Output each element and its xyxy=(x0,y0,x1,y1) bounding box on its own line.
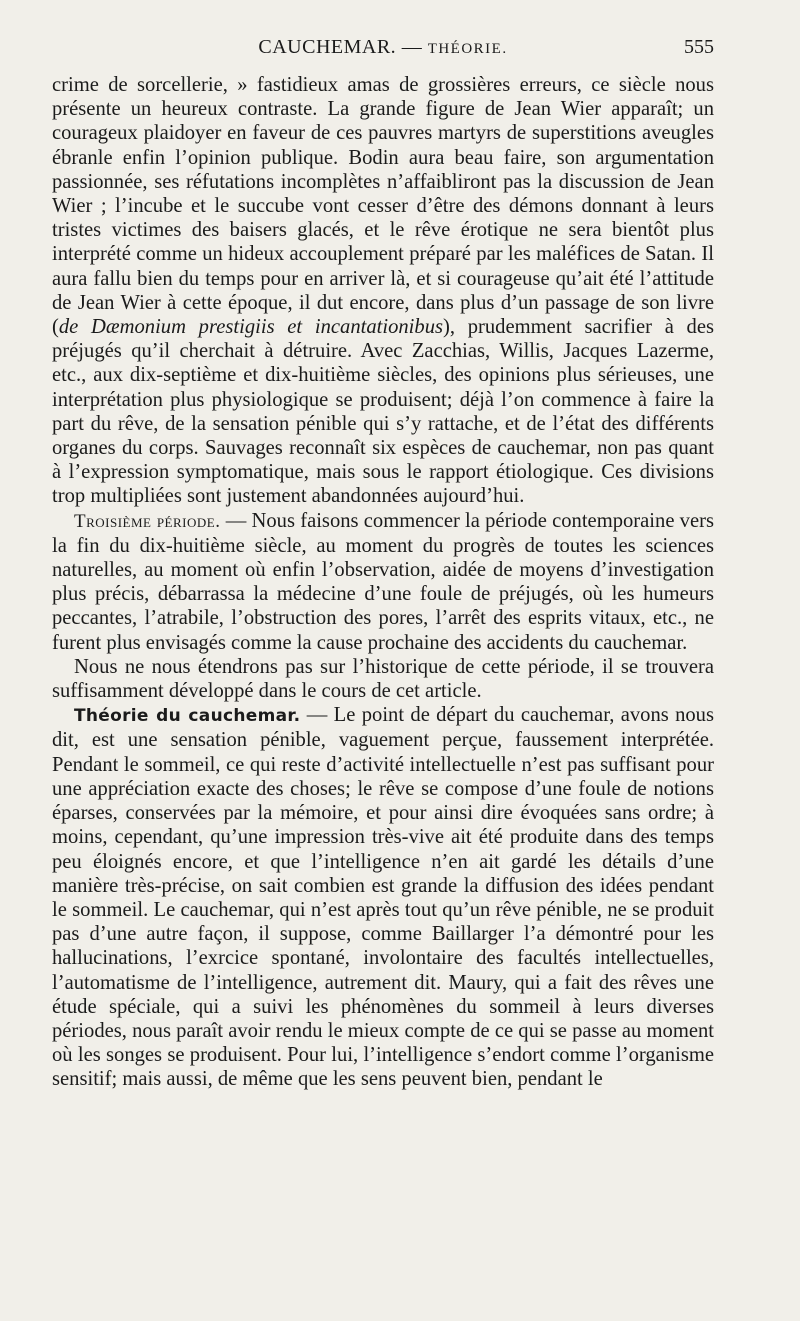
paragraph-history xyxy=(52,655,714,703)
paragraph-text: Nous ne nous étendrons pas sur l’historique de cette période, il se trouvera suffisamment développé dans le cours de cet article. xyxy=(52,655,714,703)
running-title-sub: THÉORIE. xyxy=(427,41,508,57)
running-title-dash: — xyxy=(396,36,428,58)
paragraph-continued xyxy=(52,73,714,509)
paragraph-text: — Le point de départ du cauchemar, avons nous dit, est une sensation pénible, vaguement perçue, faussement interprétée. Pendant le sommeil, ce qui reste d’activité intellectuelle n’est pas suffisant pour une appréciation exacte des choses; le rêve se compose d’une foule de notions éparses, conservées par la mémoire, et pour ainsi dire évoquées sans ordre; à moins, cependant, qu’une impression très-vive ait été produite dans des temps peu éloignés encore, et que l’intelligence n’en ait gardé les détails d’une manière très-précise, on sait combien est grande la diffusion des idées pendant le sommeil. Le cauchemar, qui n’est après tout qu’un rêve pénible, ne se produit pas d’une autre façon, il suppose, comme Baillarger l’a démontré pour les hallucinations, l’exrcice spontané, involontaire des facultés intellectuelles, l’automatisme de l’intelligence, autrement dit. Maury, qui a fait des rêves une étude spéciale, qui a suivi les phénomènes du sommeil à leurs diverses périodes, nous paraît avoir rendu le mieux compte de ce qui se passe au moment où les songes se produisent. Pour lui, l’intelligence s’endort comme l’organisme sensitif; mais aussi, de même que les sens peuvent bien, pendant le xyxy=(52,704,714,1091)
paragraph-text: ), prudemment sacrifier à des préjugés qu’il cherchait à détruire. Avec Zacchias, Willis, Jacques Lazerme, etc., aux dix-septième et dix-huitième siècles, des opinions plus sérieuses, une interprétation plus physiologique se produisent; déjà l’on commence à faire la part du rêve, de la sensation pénible qui s’y rattache, et de l’état des différents organes du corps. Sauvages reconnaît six espèces de cauchemar, non pas quant à l’expression symptomatique, mais sous le rapport étiologique. Ces divisions trop multipliées sont justement abandonnées aujourd’hui. xyxy=(52,316,714,508)
paragraph-text: crime de sorcellerie, » fastidieux amas de grossières erreurs, ce siècle nous présente un heureux contraste. La grande figure de Jean Wier apparaît; un courageux plaidoyer en faveur de ces pauvres martyrs de superstitions aveugles ébranle enfin l’opinion publique. Bodin aura beau faire, son argumentation passionnée, ses réfutations incomplètes n’affaibliront pas la discussion de Jean Wier ; l’incube et le succube vont cesser d’être des démons donnant à leurs tristes victimes des baisers glacés, et le rêve érotique ne sera bientôt plus interprété comme un hideux accouplement préparé par les maléfices de Satan. Il aura fallu bien du temps pour en arriver là, et si courageuse qu’ait été l’attitude de Jean Wier à cette époque, il dut encore, dans plus d’un passage de son livre ( xyxy=(52,74,714,339)
section-heading-theory: Théorie du cauchemar. xyxy=(74,706,301,727)
paragraph-third-period xyxy=(52,509,714,655)
page-number: 555 xyxy=(684,36,714,58)
running-title xyxy=(52,36,714,59)
book-title-italic: de Dæmonium prestigiis et incantationibus xyxy=(58,316,444,339)
paragraph-text: — Nous faisons commencer la période contemporaine vers la fin du dix-huitième siècle, au moment du progrès de toutes les sciences naturelles, au moment où enfin l’observation, aidée de moyens d’investigation plus précis, débarrassa la médecine d’une foule de préjugés, où les humeurs peccantes, l’atrabile, l’obstruction des pores, l’arrêt des esprits vitaux, etc., ne furent plus envisagés comme la cause prochaine des accidents du cauchemar. xyxy=(52,509,714,654)
running-title-main: CAUCHEMAR. xyxy=(258,36,397,58)
paragraph-theory xyxy=(52,703,714,1091)
section-heading-third-period: Troisième période. xyxy=(74,510,221,532)
running-header xyxy=(52,36,714,66)
body-text xyxy=(52,73,714,1092)
